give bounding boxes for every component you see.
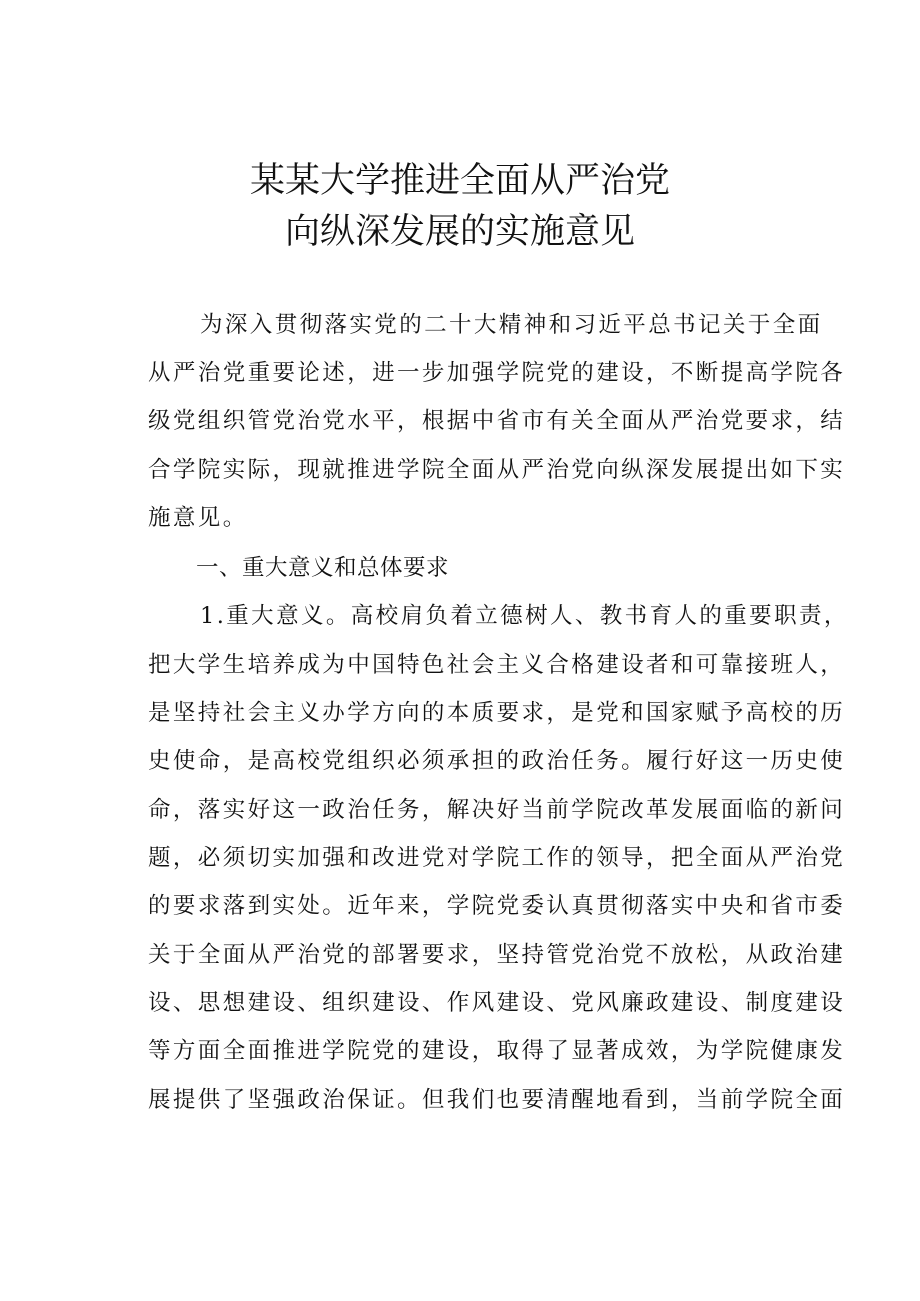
- document-title-line-1: 某某大学推进全面从严治党: [249, 161, 670, 201]
- document-title-line-2: 向纵深发展的实施意见: [284, 212, 635, 252]
- body-line-11: 展提供了坚强政治保证。但我们也要清醒地看到，当前学院全面: [148, 1087, 846, 1113]
- intro-line-5: 施意见。: [148, 505, 248, 531]
- body-line-4: 史使命，是高校党组织必须承担的政治任务。履行好这一历史使: [148, 748, 846, 774]
- body-line-1: 1.重大意义。高校肩负着立德树人、教书育人的重要职责，: [200, 603, 849, 629]
- intro-line-3: 级党组织管党治党水平，根据中省市有关全面从严治党要求，结: [148, 408, 846, 434]
- body-line-5: 命，落实好这一政治任务，解决好当前学院改革发展面临的新问: [148, 797, 846, 823]
- body-line-3: 是坚持社会主义办学方向的本质要求，是党和国家赋予高校的历: [148, 700, 846, 726]
- body-line-8: 关于全面从严治党的部署要求，坚持管党治党不放松，从政治建: [148, 942, 846, 968]
- body-line-7: 的要求落到实处。近年来，学院党委认真贯彻落实中央和省市委: [148, 893, 846, 919]
- intro-line-4: 合学院实际，现就推进学院全面从严治党向纵深发展提出如下实: [148, 457, 846, 483]
- section-heading: 一、重大意义和总体要求: [196, 555, 450, 581]
- body-line-6: 题，必须切实加强和改进党对学院工作的领导，把全面从严治党: [148, 845, 846, 871]
- body-line-10: 等方面全面推进学院党的建设，取得了显著成效，为学院健康发: [148, 1038, 846, 1064]
- intro-line-1: 为深入贯彻落实党的二十大精神和习近平总书记关于全面: [200, 312, 823, 338]
- intro-line-2: 从严治党重要论述，进一步加强学院党的建设，不断提高学院各: [148, 360, 846, 386]
- body-line-2: 把大学生培养成为中国特色社会主义合格建设者和可靠接班人，: [148, 652, 846, 678]
- body-line-9: 设、思想建设、组织建设、作风建设、党风廉政建设、制度建设: [148, 990, 846, 1016]
